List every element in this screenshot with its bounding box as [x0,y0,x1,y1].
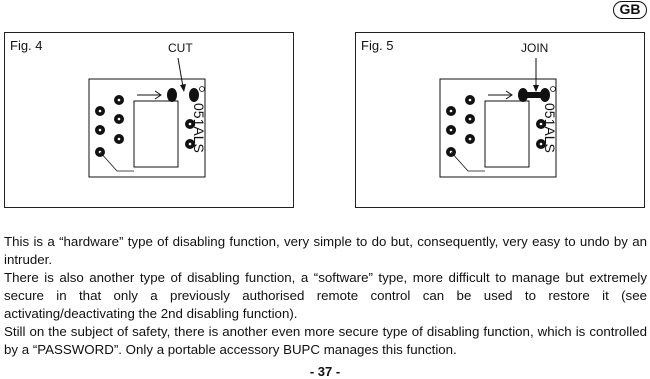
circuit-board-diagram [356,33,646,209]
pointer-arrow [137,91,161,99]
figure-caption-cut: CUT [168,41,193,55]
trace-line [100,152,134,171]
circuit-board-diagram [5,33,295,209]
figure-caption-join: JOIN [521,41,549,55]
paragraph-password: Still on the subject of safety, there is another even more secure type of disabling function, which is controlled by a “PASSWORD”. Only a portable accessory BUPC manages this function. [4,324,647,357]
figure-label: Fig. 4 [10,38,43,53]
pointer-arrow [488,91,512,99]
language-badge: GB [613,1,647,19]
figure-4 [4,32,294,208]
board-marking: 051ALS [191,103,207,153]
pin-group [95,95,195,157]
page-number: - 37 - [309,364,341,379]
paragraph-hardware: This is a “hardware” type of disabling function, very simple to do but, consequently, very easy to undo by an intruder. [4,234,647,267]
paragraph-software: There is also another type of disabling function, a “software” type, more difficult to manage but extremely secure in that only a previously authorised remote control can be used to restore it (see activating/deactivating the 2nd disabling function). [4,270,647,321]
pin-group [446,95,546,157]
board-marking: 051ALS [542,103,558,153]
chip-outline [485,101,529,167]
figure-5 [355,32,645,208]
caption-pointer-arrow [533,58,539,92]
caption-pointer-arrow [178,58,186,92]
trace-line [451,152,485,171]
figure-label: Fig. 5 [361,38,394,53]
chip-outline [134,101,178,167]
jumper-join [518,88,550,102]
corner-mark [551,87,556,92]
body-text [4,233,647,359]
corner-mark [200,87,205,92]
